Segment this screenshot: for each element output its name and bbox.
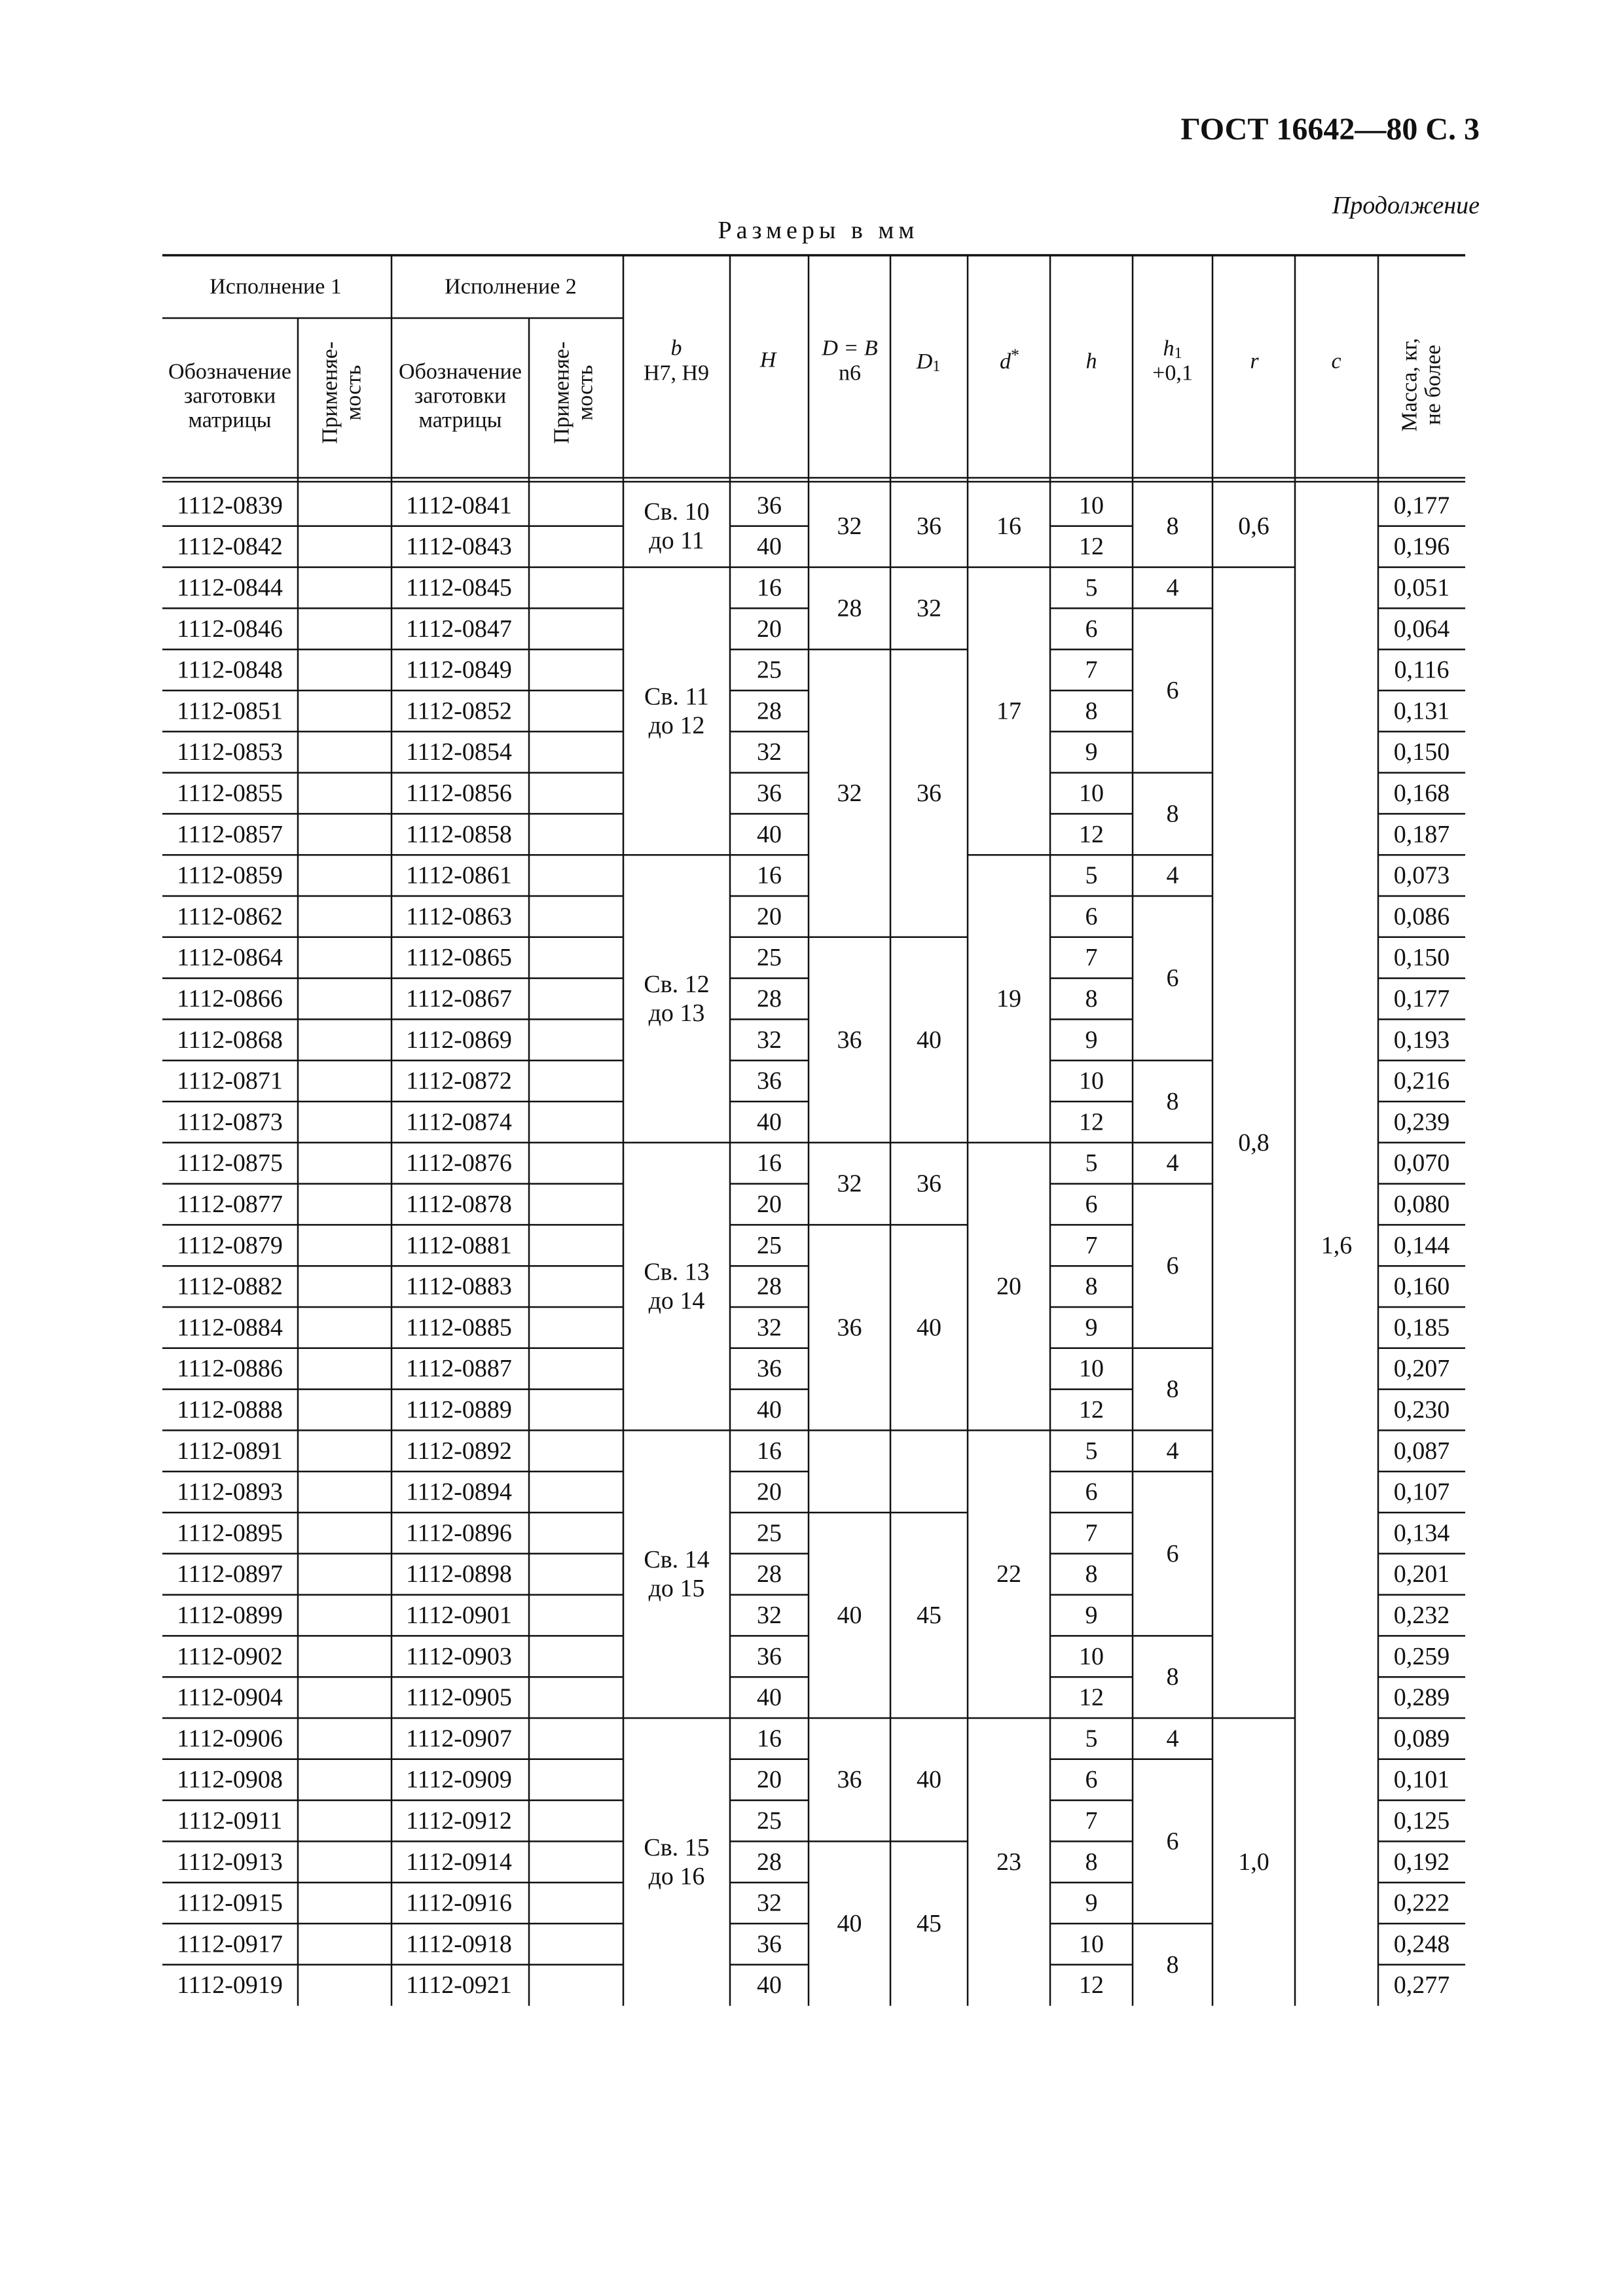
mass-cell: 0,087 — [1393, 1437, 1450, 1465]
designation-ex1-cell: 1112-0846 — [177, 615, 283, 643]
table-header — [168, 275, 1445, 444]
designation-ex1-cell: 1112-0839 — [177, 492, 283, 520]
h-cell: 10 — [1079, 1930, 1104, 1958]
designation-ex2-cell: 1112-0914 — [406, 1848, 512, 1876]
header-applicability-1-line1: Применяе- — [318, 341, 342, 444]
mass-cell: 0,239 — [1393, 1108, 1450, 1136]
designation-ex1-cell: 1112-0857 — [177, 820, 283, 848]
h-cell: 9 — [1085, 1602, 1098, 1629]
D1-cell: 36 — [917, 512, 941, 540]
mass-cell: 0,051 — [1393, 574, 1450, 601]
h-cell: 10 — [1079, 1067, 1104, 1095]
b-range-cell: Св. 14 — [644, 1546, 710, 1574]
H-cell: 40 — [757, 820, 782, 848]
designation-ex1-cell: 1112-0871 — [177, 1067, 283, 1095]
H-cell: 36 — [757, 492, 782, 520]
header-b-tolerance: H7, H9 — [643, 361, 710, 386]
b-range-cell: до 11 — [649, 526, 704, 554]
h-cell: 10 — [1079, 1355, 1104, 1383]
h-cell: 9 — [1085, 1026, 1098, 1054]
header-mass-line1: Масса, кг, — [1397, 338, 1422, 432]
b-range-cell: до 13 — [648, 999, 705, 1027]
b-range-cell: Св. 10 — [644, 497, 710, 526]
header-c: c — [1331, 349, 1341, 374]
designation-ex1-cell: 1112-0882 — [177, 1272, 283, 1300]
mass-cell: 0,125 — [1393, 1807, 1450, 1835]
h1-cell: 6 — [1166, 1539, 1179, 1568]
mass-cell: 0,196 — [1393, 533, 1450, 561]
designation-ex1-cell: 1112-0911 — [177, 1807, 283, 1835]
mass-cell: 0,070 — [1393, 1149, 1450, 1177]
b-range-cell: Св. 13 — [644, 1258, 710, 1286]
H-cell: 20 — [757, 615, 782, 643]
designation-ex2-cell: 1112-0852 — [406, 697, 512, 725]
H-cell: 40 — [757, 1108, 782, 1136]
designation-ex2-cell: 1112-0849 — [406, 656, 512, 684]
designation-ex1-cell: 1112-0897 — [177, 1560, 283, 1588]
mass-cell: 0,134 — [1393, 1519, 1450, 1547]
mass-cell: 0,259 — [1393, 1642, 1450, 1670]
designation-ex1-cell: 1112-0848 — [177, 656, 283, 684]
h1-cell: 4 — [1166, 1725, 1179, 1753]
designation-ex2-cell: 1112-0909 — [406, 1766, 512, 1794]
designation-ex2-cell: 1112-0918 — [406, 1930, 512, 1958]
designation-ex2-cell: 1112-0907 — [406, 1725, 512, 1753]
h-cell: 9 — [1085, 738, 1098, 766]
mass-cell: 0,201 — [1393, 1560, 1450, 1588]
designation-ex1-cell: 1112-0893 — [177, 1478, 283, 1506]
h-cell: 5 — [1085, 861, 1098, 889]
H-cell: 36 — [757, 1067, 782, 1095]
h1-cell: 8 — [1166, 1088, 1179, 1115]
designation-ex1-cell: 1112-0868 — [177, 1026, 283, 1054]
document-id: ГОСТ 16642—80 С. 3 — [1180, 112, 1480, 147]
mass-cell: 0,080 — [1393, 1191, 1450, 1218]
h-cell: 12 — [1079, 1108, 1104, 1136]
H-cell: 40 — [757, 533, 782, 561]
h1-cell: 6 — [1166, 677, 1179, 704]
units-caption: Размеры в мм — [718, 217, 919, 244]
H-cell: 20 — [757, 1766, 782, 1794]
designation-ex2-cell: 1112-0894 — [406, 1478, 512, 1506]
H-cell: 20 — [757, 903, 782, 931]
b-range-cell: до 12 — [648, 711, 705, 740]
D1-cell: 36 — [917, 780, 941, 807]
mass-cell: 0,150 — [1393, 738, 1450, 766]
mass-cell: 0,192 — [1393, 1848, 1450, 1876]
header-designation-2-line3: матрицы — [418, 408, 502, 433]
designation-ex1-cell: 1112-0855 — [177, 780, 283, 807]
D1-cell: 45 — [917, 1910, 941, 1937]
header-applicability-2-line1: Применяе- — [549, 341, 574, 444]
designation-ex1-cell: 1112-0904 — [177, 1683, 283, 1712]
mass-cell: 0,289 — [1393, 1683, 1450, 1712]
H-cell: 32 — [757, 1314, 782, 1342]
H-cell: 16 — [757, 861, 782, 889]
d-cell: 19 — [996, 985, 1021, 1013]
h-cell: 5 — [1085, 1725, 1098, 1753]
b-range-cell: до 15 — [648, 1575, 705, 1603]
designation-ex2-cell: 1112-0872 — [406, 1067, 512, 1095]
b-range-cell: до 16 — [648, 1862, 705, 1890]
h-cell: 5 — [1085, 1149, 1098, 1177]
designation-ex2-cell: 1112-0874 — [406, 1108, 512, 1136]
header-designation-1-line3: матрицы — [188, 408, 272, 433]
h-cell: 6 — [1085, 903, 1098, 931]
mass-cell: 0,248 — [1393, 1930, 1450, 1958]
designation-ex1-cell: 1112-0851 — [177, 697, 283, 725]
designation-ex2-cell: 1112-0881 — [406, 1231, 512, 1259]
b-range-cell: Св. 15 — [644, 1833, 710, 1861]
H-cell: 36 — [757, 780, 782, 807]
designation-ex1-cell: 1112-0913 — [177, 1848, 283, 1876]
header-b-symbol: b — [670, 336, 682, 361]
d-cell: 16 — [996, 512, 1021, 540]
DB-cell: 32 — [837, 780, 862, 807]
h-cell: 6 — [1085, 615, 1098, 643]
designation-ex2-cell: 1112-0854 — [406, 738, 512, 766]
designation-ex2-cell: 1112-0841 — [406, 492, 512, 520]
H-cell: 28 — [757, 697, 782, 725]
mass-cell: 0,185 — [1393, 1314, 1450, 1342]
designation-ex1-cell: 1112-0842 — [177, 533, 283, 561]
h-cell: 5 — [1085, 574, 1098, 601]
h-cell: 7 — [1085, 656, 1098, 684]
designation-ex2-cell: 1112-0903 — [406, 1642, 512, 1670]
designation-ex2-cell: 1112-0856 — [406, 780, 512, 807]
d-cell: 17 — [996, 697, 1021, 725]
h-cell: 8 — [1085, 985, 1098, 1013]
header-d: d* — [1000, 345, 1019, 374]
h1-cell: 4 — [1166, 861, 1179, 889]
h-cell: 9 — [1085, 1314, 1098, 1342]
DB-cell: 32 — [837, 512, 862, 540]
h-cell: 8 — [1085, 1560, 1098, 1588]
h-cell: 7 — [1085, 1519, 1098, 1547]
designation-ex1-cell: 1112-0908 — [177, 1766, 283, 1794]
header-H: H — [759, 348, 776, 372]
designation-ex2-cell: 1112-0889 — [406, 1396, 512, 1424]
header-applicability-1-line2: мость — [341, 365, 366, 421]
designation-ex2-cell: 1112-0887 — [406, 1355, 512, 1383]
designation-ex1-cell: 1112-0888 — [177, 1396, 283, 1424]
h-cell: 12 — [1079, 1396, 1104, 1424]
h-cell: 10 — [1079, 1642, 1104, 1670]
H-cell: 25 — [757, 1231, 782, 1259]
header-h: h — [1085, 349, 1097, 374]
header-execution-1: Исполнение 1 — [210, 274, 342, 299]
header-r: r — [1250, 349, 1259, 374]
mass-cell: 0,207 — [1393, 1355, 1450, 1383]
header-designation-1-line1: Обозначение — [168, 359, 291, 384]
h1-cell: 8 — [1166, 1375, 1179, 1403]
header-h1-symbol: $h_1$ — [1163, 336, 1182, 362]
designation-ex2-cell: 1112-0901 — [406, 1602, 512, 1629]
header-DB-symbol: D = B — [822, 336, 878, 361]
DB-cell: 36 — [837, 1026, 862, 1054]
h1-cell: 6 — [1166, 964, 1179, 992]
H-cell: 28 — [757, 1560, 782, 1588]
mass-cell: 0,277 — [1393, 1971, 1450, 2000]
H-cell: 40 — [757, 1971, 782, 2000]
designation-ex1-cell: 1112-0864 — [177, 944, 283, 972]
h1-cell: 8 — [1166, 1663, 1179, 1691]
H-cell: 32 — [757, 1026, 782, 1054]
designation-ex2-cell: 1112-0898 — [406, 1560, 512, 1588]
designation-ex2-cell: 1112-0896 — [406, 1519, 512, 1547]
mass-cell: 0,107 — [1393, 1478, 1450, 1506]
table-body — [177, 492, 1450, 1999]
mass-cell: 0,177 — [1393, 492, 1450, 520]
h-cell: 6 — [1085, 1478, 1098, 1506]
mass-cell: 0,131 — [1393, 697, 1450, 725]
designation-ex2-cell: 1112-0883 — [406, 1272, 512, 1300]
h-cell: 6 — [1085, 1766, 1098, 1794]
b-range-cell: до 14 — [648, 1287, 705, 1315]
designation-ex1-cell: 1112-0917 — [177, 1930, 283, 1958]
h1-cell: 4 — [1166, 574, 1179, 601]
H-cell: 32 — [757, 738, 782, 766]
D1-cell: 40 — [917, 1026, 941, 1054]
H-cell: 32 — [757, 1889, 782, 1917]
DB-cell: 36 — [837, 1314, 862, 1342]
designation-ex2-cell: 1112-0869 — [406, 1026, 512, 1054]
h-cell: 12 — [1079, 1971, 1104, 2000]
h-cell: 8 — [1085, 1848, 1098, 1876]
H-cell: 28 — [757, 1272, 782, 1300]
designation-ex1-cell: 1112-0879 — [177, 1231, 283, 1259]
H-cell: 36 — [757, 1355, 782, 1383]
h-cell: 9 — [1085, 1889, 1098, 1917]
h-cell: 6 — [1085, 1191, 1098, 1218]
header-mass-line2: не более — [1421, 344, 1446, 425]
H-cell: 40 — [757, 1683, 782, 1712]
mass-cell: 0,150 — [1393, 944, 1450, 972]
h1-cell: 6 — [1166, 1252, 1179, 1280]
d-cell: 22 — [996, 1560, 1021, 1588]
table-grid — [162, 255, 1465, 2006]
D1-cell: 40 — [917, 1766, 941, 1794]
r-cell: 0,8 — [1238, 1128, 1269, 1157]
header-D1: $D_1$ — [916, 349, 941, 375]
r-cell: 0,6 — [1238, 512, 1269, 540]
d-cell: 23 — [996, 1848, 1021, 1876]
header-execution-2: Исполнение 2 — [445, 274, 577, 299]
designation-ex1-cell: 1112-0902 — [177, 1642, 283, 1670]
designation-ex2-cell: 1112-0892 — [406, 1437, 512, 1465]
designation-ex1-cell: 1112-0875 — [177, 1149, 283, 1177]
designation-ex2-cell: 1112-0921 — [406, 1971, 512, 2000]
H-cell: 36 — [757, 1930, 782, 1958]
mass-cell: 0,177 — [1393, 985, 1450, 1013]
H-cell: 28 — [757, 1848, 782, 1876]
designation-ex1-cell: 1112-0859 — [177, 861, 283, 889]
DB-cell: 40 — [837, 1602, 862, 1629]
designation-ex2-cell: 1112-0861 — [406, 861, 512, 889]
mass-cell: 0,064 — [1393, 615, 1450, 643]
r-cell: 1,0 — [1238, 1848, 1269, 1876]
h-cell: 7 — [1085, 944, 1098, 972]
designation-ex2-cell: 1112-0876 — [406, 1149, 512, 1177]
mass-cell: 0,232 — [1393, 1602, 1450, 1629]
DB-cell: 36 — [837, 1766, 862, 1794]
mass-cell: 0,216 — [1393, 1067, 1450, 1095]
H-cell: 16 — [757, 1437, 782, 1465]
H-cell: 16 — [757, 574, 782, 601]
d-cell: 20 — [996, 1272, 1021, 1300]
DB-cell: 32 — [837, 1170, 862, 1198]
designation-ex1-cell: 1112-0877 — [177, 1191, 283, 1218]
designation-ex1-cell: 1112-0919 — [177, 1971, 283, 2000]
designation-ex1-cell: 1112-0906 — [177, 1725, 283, 1753]
mass-cell: 0,160 — [1393, 1272, 1450, 1300]
D1-cell: 36 — [917, 1170, 941, 1198]
h-cell: 8 — [1085, 697, 1098, 725]
H-cell: 40 — [757, 1396, 782, 1424]
mass-cell: 0,073 — [1393, 861, 1450, 889]
h1-cell: 4 — [1166, 1149, 1179, 1177]
header-designation-2-line2: заготовки — [414, 384, 507, 408]
designation-ex1-cell: 1112-0895 — [177, 1519, 283, 1547]
designation-ex2-cell: 1112-0847 — [406, 615, 512, 643]
designation-ex1-cell: 1112-0844 — [177, 574, 283, 601]
header-DB-tolerance: n6 — [839, 361, 861, 386]
h-cell: 5 — [1085, 1437, 1098, 1465]
mass-cell: 0,101 — [1393, 1766, 1450, 1794]
H-cell: 16 — [757, 1149, 782, 1177]
designation-ex2-cell: 1112-0845 — [406, 574, 512, 601]
designation-ex2-cell: 1112-0858 — [406, 820, 512, 848]
designation-ex2-cell: 1112-0867 — [406, 985, 512, 1013]
H-cell: 25 — [757, 656, 782, 684]
D1-cell: 45 — [917, 1602, 941, 1629]
h1-cell: 8 — [1166, 800, 1179, 828]
b-range-cell: Св. 11 — [644, 683, 709, 711]
mass-cell: 0,089 — [1393, 1725, 1450, 1753]
mass-cell: 0,086 — [1393, 903, 1450, 931]
designation-ex1-cell: 1112-0886 — [177, 1355, 283, 1383]
D1-cell: 40 — [917, 1314, 941, 1342]
header-applicability-2-line2: мость — [573, 365, 598, 421]
H-cell: 20 — [757, 1478, 782, 1506]
mass-cell: 0,144 — [1393, 1231, 1450, 1259]
h1-cell: 4 — [1166, 1437, 1179, 1465]
designation-ex1-cell: 1112-0862 — [177, 903, 283, 931]
header-designation-1-line2: заготовки — [183, 384, 276, 408]
H-cell: 16 — [757, 1725, 782, 1753]
mass-cell: 0,222 — [1393, 1889, 1450, 1917]
designation-ex1-cell: 1112-0866 — [177, 985, 283, 1013]
h1-cell: 8 — [1166, 1950, 1179, 1979]
designation-ex1-cell: 1112-0891 — [177, 1437, 283, 1465]
designation-ex2-cell: 1112-0912 — [406, 1807, 512, 1835]
designation-ex2-cell: 1112-0916 — [406, 1889, 512, 1917]
designation-ex1-cell: 1112-0915 — [177, 1889, 283, 1917]
header-designation-2-line1: Обозначение — [399, 359, 522, 384]
H-cell: 36 — [757, 1642, 782, 1670]
h-cell: 12 — [1079, 533, 1104, 561]
designation-ex2-cell: 1112-0843 — [406, 533, 512, 561]
continuation-label: Продолжение — [1332, 192, 1480, 219]
designation-ex1-cell: 1112-0899 — [177, 1602, 283, 1629]
designation-ex1-cell: 1112-0853 — [177, 738, 283, 766]
h1-cell: 6 — [1166, 1827, 1179, 1856]
h-cell: 12 — [1079, 1683, 1104, 1712]
h-cell: 7 — [1085, 1807, 1098, 1835]
designation-ex2-cell: 1112-0885 — [406, 1314, 512, 1342]
designation-ex2-cell: 1112-0905 — [406, 1683, 512, 1712]
mass-cell: 0,230 — [1393, 1396, 1450, 1424]
mass-cell: 0,193 — [1393, 1026, 1450, 1054]
designation-ex1-cell: 1112-0884 — [177, 1314, 283, 1342]
h-cell: 10 — [1079, 492, 1104, 520]
H-cell: 25 — [757, 944, 782, 972]
h-cell: 12 — [1079, 820, 1104, 848]
H-cell: 20 — [757, 1191, 782, 1218]
D1-cell: 32 — [917, 594, 941, 622]
mass-cell: 0,116 — [1394, 656, 1450, 684]
H-cell: 25 — [757, 1807, 782, 1835]
c-cell: 1,6 — [1321, 1231, 1353, 1259]
designation-ex2-cell: 1112-0863 — [406, 903, 512, 931]
header-h1-tolerance: +0,1 — [1152, 361, 1193, 386]
DB-cell: 28 — [837, 594, 862, 622]
designation-ex2-cell: 1112-0878 — [406, 1191, 512, 1218]
h-cell: 10 — [1079, 780, 1104, 807]
mass-cell: 0,168 — [1393, 780, 1450, 807]
h-cell: 8 — [1085, 1272, 1098, 1300]
H-cell: 32 — [757, 1602, 782, 1629]
h-cell: 7 — [1085, 1231, 1098, 1259]
designation-ex2-cell: 1112-0865 — [406, 944, 512, 972]
designation-ex1-cell: 1112-0873 — [177, 1108, 283, 1136]
H-cell: 25 — [757, 1519, 782, 1547]
DB-cell: 40 — [837, 1910, 862, 1937]
H-cell: 28 — [757, 985, 782, 1013]
b-range-cell: Св. 12 — [644, 971, 710, 998]
mass-cell: 0,187 — [1393, 820, 1450, 848]
h1-cell: 8 — [1166, 512, 1179, 540]
